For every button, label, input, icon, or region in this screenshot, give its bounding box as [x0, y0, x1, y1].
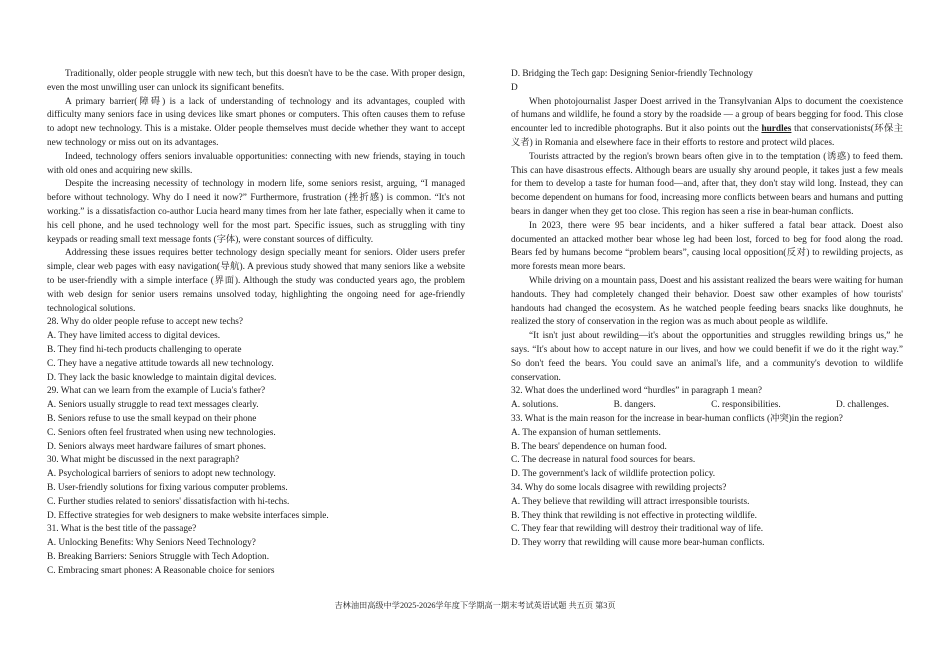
answer-option: D. The government's lack of wildlife protection policy.	[511, 469, 716, 480]
answer-option: A. They believe that rewilding will attract irresponsible tourists.	[511, 496, 750, 507]
page-footer: 吉林油田高级中学2025-2026学年度下学期高一期末考试英语试题 共五页 第3页	[334, 601, 616, 610]
question-stem: 34. Why do some locals disagree with rewilding projects?	[511, 482, 727, 493]
question-stem: 29. What can we learn from the example of Lucia's father?	[47, 386, 266, 397]
answer-option: D. Bridging the Tech gap: Designing Senior-friendly Technology	[511, 69, 753, 79]
paragraph: A primary barrier(障碍) is a lack of understanding of technology and its advantages, coupled with difficulty many seniors face in using devices like smart phones or computers. This often causes them to refuse to adopt new technology. This is a mistake. Older people themselves must decide whether they want to accept new technology or miss out on its advantages.	[47, 96, 465, 148]
answer-option: B. dangers.	[613, 400, 656, 411]
question-29	[47, 385, 465, 454]
answer-option: B. They think that rewilding is not effective in protecting wildlife.	[511, 510, 757, 521]
answer-option: C. Further studies related to seniors' dissatisfaction with hi-techs.	[47, 496, 290, 507]
left-column	[47, 68, 465, 578]
answer-option: B. They find hi-tech products challenging to operate	[47, 344, 242, 355]
answer-option: A. Unlocking Benefits: Why Seniors Need Technology?	[47, 538, 256, 549]
paragraph-text: When photojournalist Jasper Doest arrived in the Transylvanian Alps to document the coexistence of humans and wildlife, he found a story by the roadside — a group of bears begging for food. This close encounter led to incredible photographs. But it also points out the	[511, 96, 903, 135]
paragraph: Despite the increasing necessity of technology in modern life, some seniors resist, arguing, “I managed before without technology. Why do I need it now?” Furthermore, frustration (挫折感) is common. “It's not working.” is a dissatisfaction co-author Lucia heard many times from her late father, especially when it came to his cell phone, and he used technology well for the most part. Specific issues, such as struggling with tiny keypads or reading small text message fonts (字体), were constant sources of difficulty.	[47, 179, 465, 245]
question-32	[511, 385, 903, 413]
paragraph: “It isn't just about rewilding—it's about the opportunities and struggles rewilding brings us,” he says. “It's about how to accept nature in our lives, and how we could benefit if we do it the right way.” So don't feed the bears. You could save an animal's life, and a community's devotion to wildlife conservation.	[511, 331, 903, 383]
answer-option: A. Psychological barriers of seniors to adopt new technology.	[47, 469, 276, 480]
paragraph: In 2023, there were 95 bear incidents, and a hiker suffered a fatal bear attack. Doest also documented an attacked mother bear whose leg had been lost, forced to beg for food along the road. Bears fed by humans become “problem bears”, causing local opposition(反对) to rewilding projects, as more forests mean more bears.	[511, 220, 903, 273]
question-34	[511, 482, 903, 551]
answer-option: B. The bears' dependence on human food.	[511, 441, 667, 452]
question-30	[47, 454, 465, 523]
answer-option: A. The expansion of human settlements.	[511, 427, 661, 438]
paragraph: While driving on a mountain pass, Doest and his assistant realized the bears were waiting for human handouts. They had completely changed their behavior. Doest saw other examples of how tourists' handouts had changed the ecosystem. As he watched people feeding bears snacks like doughnuts, he realized the story of conservation in the region was as much about people as wildlife.	[511, 275, 903, 328]
paragraph: Tourists attracted by the region's brown bears often give in to the temptation (诱惑) to feed them. This can have disastrous effects. Although bears are usually shy around people, it takes just a few meals for them to develop a taste for human food—and, after that, they don't stay wild long. Instead, they can become dependent on humans for food, increasing more conflicts between bears and humans and putting bears in danger when they get too close. This region has seen a rise in bear-human conflicts.	[511, 151, 903, 217]
answer-option: B. User-friendly solutions for fixing various computer problems.	[47, 482, 288, 493]
answer-option: A. They have limited access to digital devices.	[47, 331, 221, 342]
answer-option: A. solutions.	[511, 400, 559, 411]
paragraph	[511, 96, 903, 151]
underlined-word: hurdles	[761, 124, 792, 135]
answer-option: B. Breaking Barriers: Seniors Struggle with Tech Adoption.	[47, 551, 270, 562]
answer-option: C. Seniors often feel frustrated when using new technologies.	[47, 427, 276, 438]
answer-option: C. They fear that rewilding will destroy their traditional way of life.	[511, 524, 764, 535]
answer-option: D. Seniors always meet hardware failures of smart phones.	[47, 441, 266, 452]
question-33	[511, 413, 903, 482]
answer-option: D. They lack the basic knowledge to maintain digital devices.	[47, 372, 277, 383]
passage-letter: D	[511, 82, 518, 93]
answer-option: C. They have a negative attitude towards all new technology.	[47, 358, 274, 369]
question-stem: 31. What is the best title of the passage?	[47, 524, 197, 535]
answer-option: D. Effective strategies for web designers to make website interfaces simple.	[47, 510, 329, 521]
answer-option: C. The decrease in natural food sources for bears.	[511, 455, 696, 466]
answer-options-row	[511, 399, 903, 413]
answer-option: C. Embracing smart phones: A Reasonable choice for seniors	[47, 565, 275, 576]
answer-option: C. responsibilities.	[711, 400, 781, 411]
right-column	[511, 68, 903, 551]
question-stem: 33. What is the main reason for the increase in bear-human conflicts (冲突)in the region?	[511, 413, 843, 424]
question-stem: 32. What does the underlined word “hurdles” in paragraph 1 mean?	[511, 386, 763, 397]
question-28	[47, 316, 465, 385]
answer-option: D. challenges.	[836, 400, 889, 411]
answer-option: D. They worry that rewilding will cause more bear-human conflicts.	[511, 538, 765, 549]
question-31	[47, 523, 465, 578]
paragraph: Indeed, technology offers seniors invaluable opportunities: connecting with new friends, staying in touch with old ones and acquiring new skills.	[47, 151, 465, 176]
answer-option: B. Seniors refuse to use the small keypad on their phone	[47, 413, 257, 424]
paragraph: Traditionally, older people struggle with new tech, but this doesn't have to be the case. With proper design, even the most unwilling user can unlock its significant benefits.	[47, 69, 465, 93]
paragraph-text: that conservationists(环保主义者) in Romania and elsewhere face in their efforts to restore and protect wild places.	[511, 124, 903, 148]
answer-option: A. Seniors usually struggle to read text messages clearly.	[47, 400, 259, 411]
question-stem: 30. What might be discussed in the next paragraph?	[47, 455, 240, 466]
paragraph: Addressing these issues requires better technology design specially meant for seniors. Older users prefer simple, clear web pages with easy navigation(导航). A previous study showed that many seniors like a website to be user-friendly with a simple interface (界面). Although the study was conducted years ago, the problem with web design for senior users remains unsolved today, highlighting the ongoing need for age-friendly technological solutions.	[47, 248, 465, 314]
question-stem: 28. Why do older people refuse to accept new techs?	[47, 317, 244, 328]
